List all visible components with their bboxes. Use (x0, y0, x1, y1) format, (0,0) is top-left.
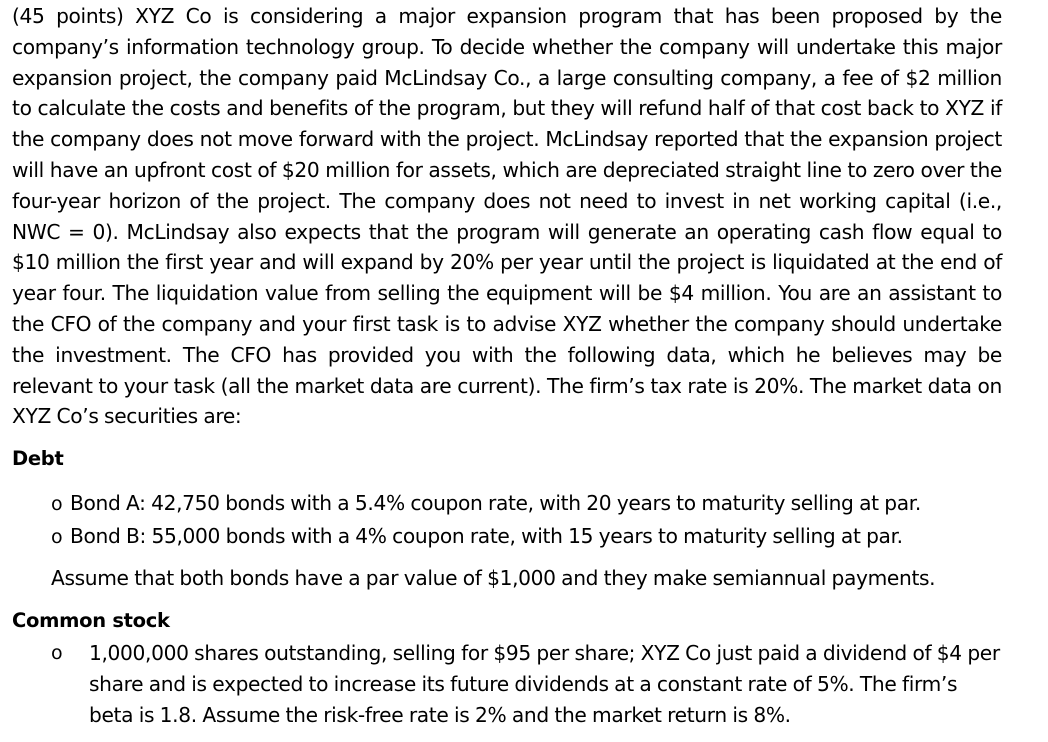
bond-list (51, 488, 921, 553)
bullet-circle-icon: o (51, 493, 63, 515)
list-item-bond-b (51, 521, 921, 554)
bond-a-text: Bond A: 42,750 bonds with a 5.4% coupon rate, with 20 years to maturity selling at par. (70, 491, 921, 515)
bond-assumption-note: Assume that both bonds have a par value of $1,000 and they make semiannual payments. (51, 566, 936, 590)
common-stock-heading: Common stock (12, 609, 170, 632)
debt-heading: Debt (12, 447, 64, 470)
bullet-circle-icon: o (51, 642, 63, 664)
bond-b-text: Bond B: 55,000 bonds with a 4% coupon rate, with 15 years to maturity selling at par. (70, 523, 903, 548)
list-item-bond-a (51, 488, 921, 521)
common-stock-text: 1,000,000 shares outstanding, selling for $95 per share; XYZ Co just paid a dividend of $4 per share and is expected to increase its future dividends at a constant rate of 5%. The firm’s beta is 1.8. Assume the risk-free rate is 2% and the market return is 8%. (89, 641, 1000, 727)
bullet-circle-icon: o (51, 525, 63, 548)
problem-intro-paragraph: (45 points) XYZ Co is considering a major expansion program that has been proposed by the company’s information technology group. To decide whether the company will undertake this major expansion project, the company paid McLindsay Co., a large consulting company, a fee of $2 million to calculate the costs and benefits of the program, but they will refund half of that cost back to XYZ if the company does not move forward with the project. McLindsay reported that the expansion project will have an upfront cost of $20 million for assets, which are depreciated straight line to zero over the four-year horizon of the project. The company does not need to invest in net working capital (i.e., NWC = 0). McLindsay also expects that the program will generate an operating cash flow equal to $10 million the first year and will expand by 20% per year until the project is liquidated at the end of year four. The liquidation value from selling the equipment will be $4 million. You are an assistant to the CFO of the company and your first task is to advise XYZ whether the company should undertake the investment. The CFO has provided you with the following data, which he believes may be relevant to your task (all the market data are current). The firm’s tax rate is 20%. The market data on XYZ Co’s securities are: (12, 4, 1002, 429)
list-item-common-stock (51, 638, 1001, 731)
